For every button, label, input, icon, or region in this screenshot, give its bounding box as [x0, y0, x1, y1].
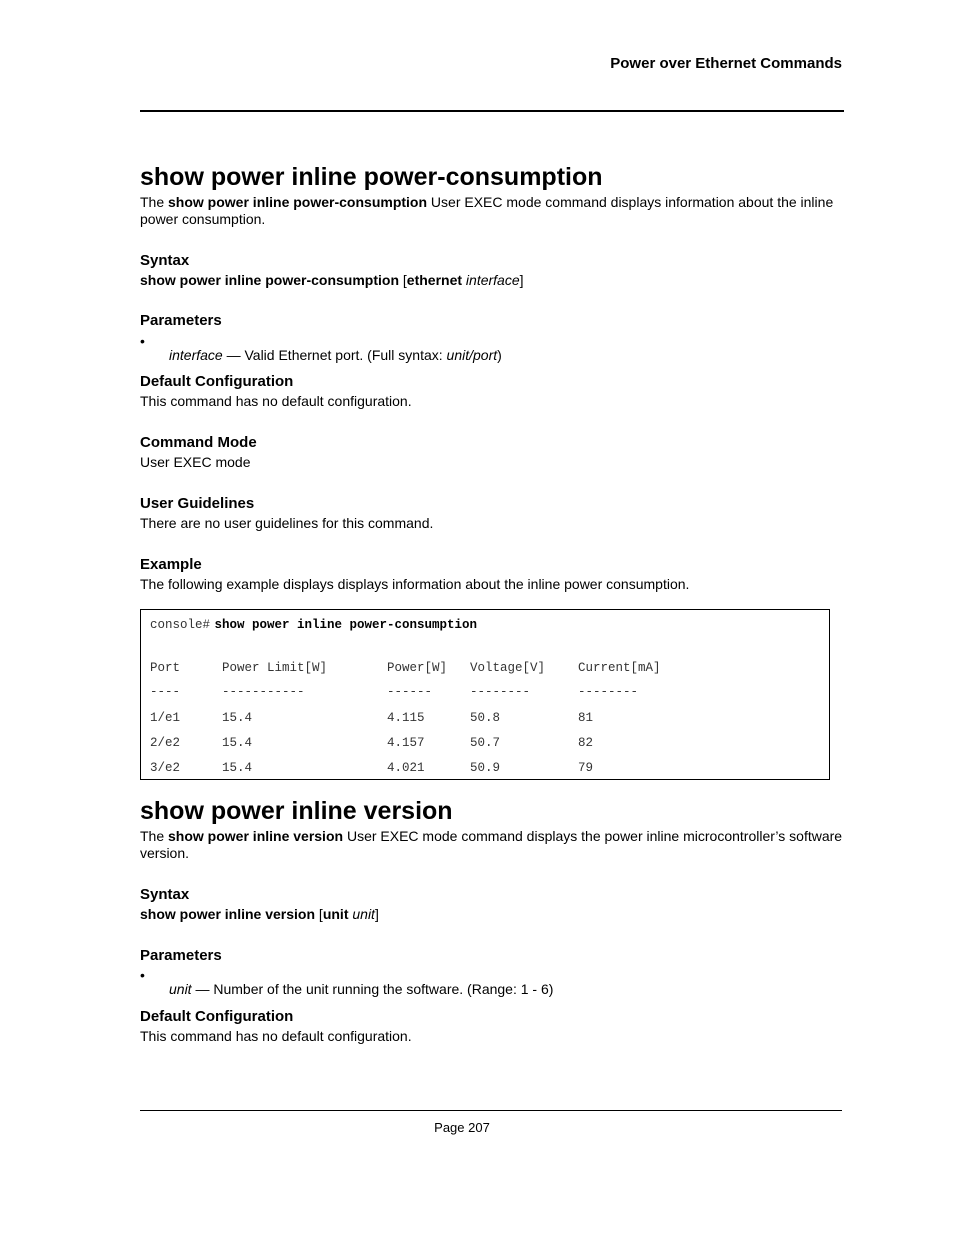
column-header: Voltage[V]: [470, 661, 546, 675]
syntax-line: [140, 272, 844, 289]
table-cell: 79: [578, 761, 594, 775]
section-intro: [140, 828, 844, 862]
parameter-name: interface: [169, 347, 223, 363]
code-example-box: [140, 609, 830, 780]
default-config-heading: Default Configuration: [140, 1008, 294, 1025]
page-number: Page 207: [434, 1120, 490, 1135]
footer-rule: [140, 1110, 842, 1111]
syntax-heading: Syntax: [140, 252, 190, 269]
parameters-heading: Parameters: [140, 312, 222, 329]
syntax-bracket: [: [315, 906, 323, 922]
column-header: Port: [150, 661, 181, 675]
intro-text: The: [140, 194, 169, 210]
table-cell: 50.8: [470, 711, 501, 725]
section-title-power-consumption: show power inline power-consumption: [140, 163, 603, 191]
default-config-heading: Default Configuration: [140, 373, 294, 390]
table-cell: 4.157: [387, 736, 425, 750]
syntax-argument: interface: [462, 272, 520, 288]
console-prompt: console#: [150, 618, 211, 632]
parameter-syntax: unit/port: [446, 347, 498, 363]
intro-command: show power inline version: [168, 828, 344, 844]
table-cell: 3/e2: [150, 761, 181, 775]
running-header: Power over Ethernet Commands: [610, 55, 842, 72]
command-mode-text: User EXEC mode: [140, 454, 251, 470]
code-command-line: [150, 615, 477, 633]
parameter-desc: ): [497, 347, 502, 363]
column-divider: -----------: [222, 685, 305, 699]
column-header: Power Limit[W]: [222, 661, 328, 675]
syntax-command: show power inline version: [140, 906, 316, 922]
console-command: show power inline power-consumption: [214, 618, 478, 632]
table-cell: 82: [578, 736, 594, 750]
bullet: •: [140, 333, 145, 349]
syntax-bracket: ]: [519, 272, 524, 288]
default-config-text: This command has no default configuration.: [140, 393, 412, 409]
column-divider: ------: [387, 685, 433, 699]
parameters-heading: Parameters: [140, 947, 222, 964]
column-header: Current[mA]: [578, 661, 661, 675]
table-cell: 4.021: [387, 761, 425, 775]
intro-text: User EXEC mode command displays information about the inline power consumption.: [140, 194, 834, 227]
syntax-command: show power inline power-consumption: [140, 272, 400, 288]
syntax-keyword: unit: [322, 906, 349, 922]
table-cell: 4.115: [387, 711, 425, 725]
parameter-desc: — Valid Ethernet port. (Full syntax:: [222, 347, 447, 363]
command-mode-heading: Command Mode: [140, 434, 257, 451]
intro-text: The: [140, 828, 169, 844]
table-cell: 50.9: [470, 761, 501, 775]
intro-text: User EXEC mode command displays the power inline microcontroller’s software version.: [140, 828, 843, 861]
syntax-argument: unit: [348, 906, 375, 922]
syntax-heading: Syntax: [140, 886, 190, 903]
syntax-bracket: [: [399, 272, 407, 288]
section-title-version: show power inline version: [140, 797, 453, 825]
example-heading: Example: [140, 556, 202, 573]
syntax-line: [140, 906, 844, 923]
table-cell: 81: [578, 711, 594, 725]
syntax-bracket: ]: [374, 906, 379, 922]
user-guidelines-text: There are no user guidelines for this command.: [140, 515, 434, 531]
table-cell: 1/e1: [150, 711, 181, 725]
user-guidelines-heading: User Guidelines: [140, 495, 255, 512]
table-cell: 2/e2: [150, 736, 181, 750]
table-cell: 15.4: [222, 711, 253, 725]
column-divider: --------: [470, 685, 531, 699]
table-cell: 50.7: [470, 736, 501, 750]
column-header: Power[W]: [387, 661, 448, 675]
table-cell: 15.4: [222, 761, 253, 775]
header-rule: [140, 110, 844, 112]
syntax-keyword: ethernet: [406, 272, 463, 288]
intro-command: show power inline power-consumption: [168, 194, 428, 210]
table-cell: 15.4: [222, 736, 253, 750]
bullet: •: [140, 967, 145, 983]
column-divider: ----: [150, 685, 181, 699]
section-intro: [140, 194, 844, 228]
default-config-text: This command has no default configuration.: [140, 1028, 412, 1044]
parameter-item: [169, 981, 553, 998]
example-text: The following example displays displays information about the inline power consumption.: [140, 576, 690, 592]
column-divider: --------: [578, 685, 639, 699]
parameter-desc: — Number of the unit running the software. (Range: 1 - 6): [191, 981, 554, 997]
parameter-item: [169, 347, 502, 364]
parameter-name: unit: [169, 981, 192, 997]
